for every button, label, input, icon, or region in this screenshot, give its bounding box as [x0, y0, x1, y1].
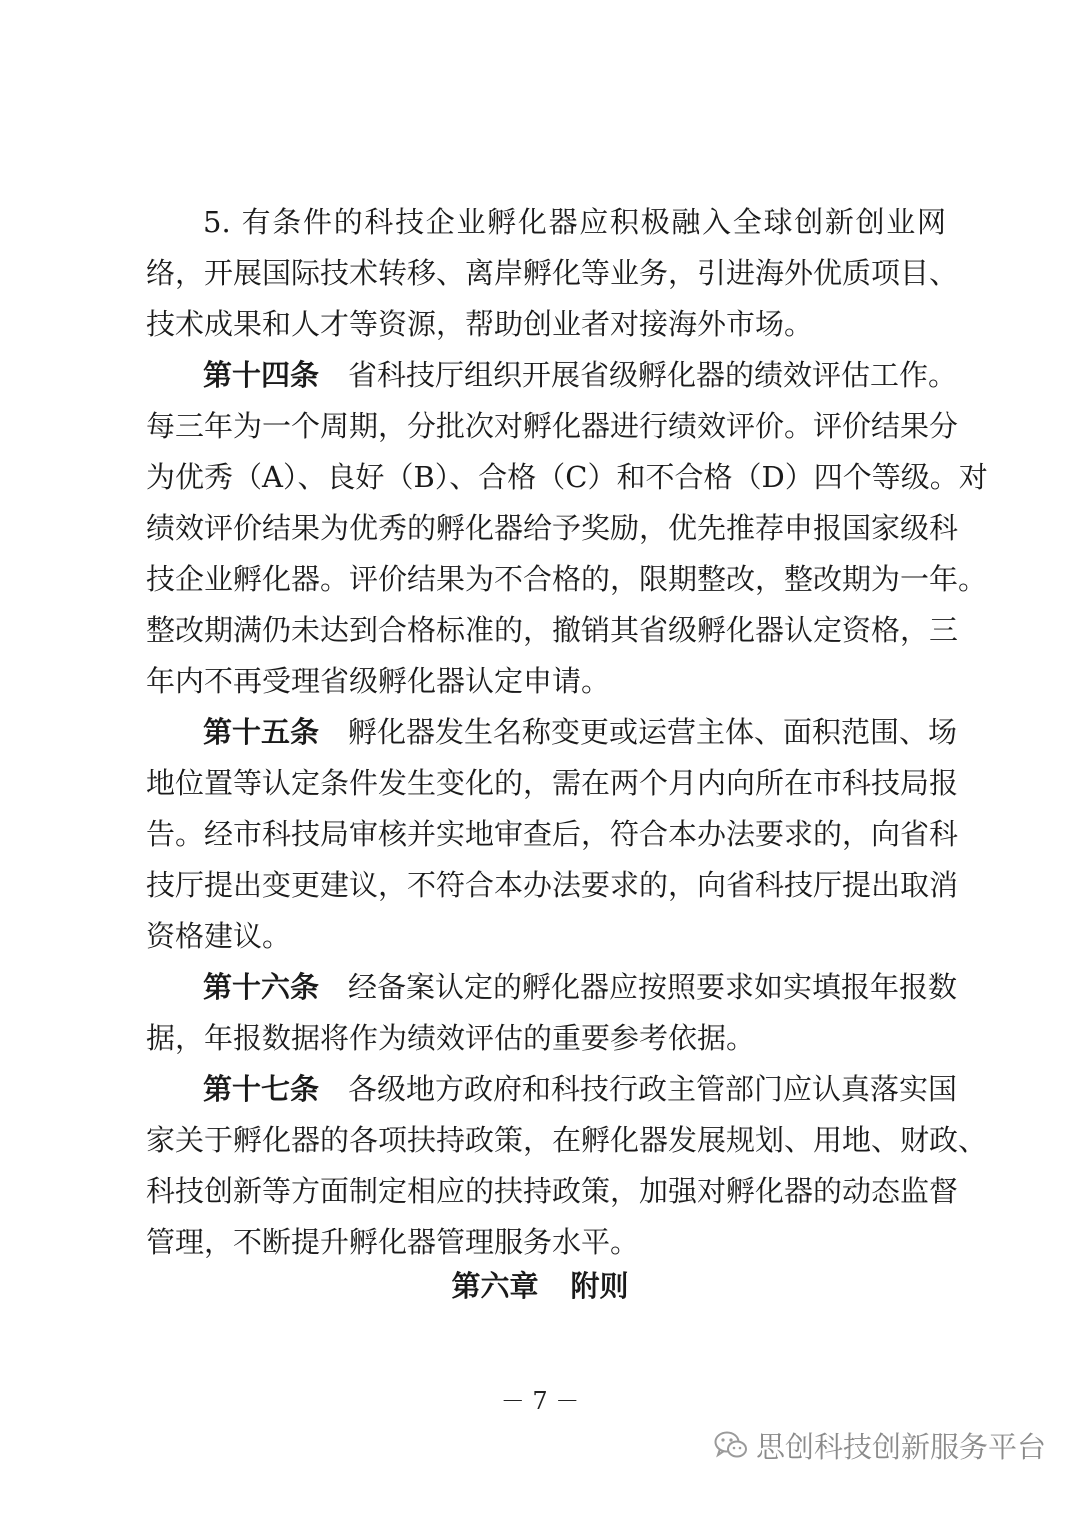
wechat-watermark: [714, 1425, 1046, 1465]
article-15-first-line: [203, 712, 958, 752]
paragraph-line: 年内不再受理省级孵化器认定申请。: [146, 664, 611, 698]
paragraph-line: 技厅提出变更建议，不符合本办法要求的，向省科技厅提出取消: [146, 868, 959, 902]
paragraph-line: 整改期满仍未达到合格标准的，撤销其省级孵化器认定资格，三: [146, 613, 959, 647]
watermark-text: 思创科技创新服务平台: [755, 1429, 1046, 1464]
chapter-number: 第六章: [451, 1269, 539, 1303]
paragraph-line: 据，年报数据将作为绩效评估的重要参考依据。: [146, 1021, 756, 1055]
article-17-heading: 第十七条: [203, 1072, 320, 1106]
paragraph-text: 孵化器发生名称变更或运营主体、面积范围、场: [348, 715, 958, 749]
paragraph-line: 技企业孵化器。评价结果为不合格的，限期整改，整改期为一年。: [146, 562, 988, 596]
paragraph-line: 告。经市科技局审核并实地审查后，符合本办法要求的，向省科: [146, 817, 959, 851]
paragraph-line: 资格建议。: [146, 919, 292, 953]
article-14-first-line: [203, 355, 958, 395]
paragraph-text: 省科技厅组织开展省级孵化器的绩效评估工作。: [348, 358, 958, 392]
paragraph-line: 地位置等认定条件发生变化的，需在两个月内向所在市科技局报: [146, 766, 959, 800]
paragraph-line: 家关于孵化器的各项扶持政策，在孵化器发展规划、用地、财政、: [146, 1123, 988, 1157]
paragraph-line: 每三年为一个周期，分批次对孵化器进行绩效评价。评价结果分: [146, 409, 959, 443]
paragraph-line: 科技创新等方面制定相应的扶持政策，加强对孵化器的动态监督: [146, 1174, 959, 1208]
paragraph-line: 绩效评价结果为优秀的孵化器给予奖励，优先推荐申报国家级科: [146, 511, 959, 545]
wechat-icon: [714, 1430, 748, 1460]
paragraph-line: 5. 有条件的科技企业孵化器应积极融入全球创新创业网: [203, 205, 946, 239]
article-16-heading: 第十六条: [203, 970, 320, 1004]
paragraph-line: 络，开展国际技术转移、离岸孵化等业务，引进海外优质项目、: [146, 256, 959, 290]
paragraph-text: 经备案认定的孵化器应按照要求如实填报年报数: [348, 970, 958, 1004]
paragraph-text: 各级地方政府和科技行政主管部门应认真落实国: [348, 1072, 958, 1106]
page-number: － 7 －: [500, 1387, 580, 1415]
article-16-first-line: [203, 967, 958, 1007]
paragraph-line: 技术成果和人才等资源，帮助创业者对接海外市场。: [146, 307, 814, 341]
article-14-heading: 第十四条: [203, 358, 320, 392]
chapter-title: 附则: [570, 1269, 629, 1303]
chapter-heading: [0, 1266, 1080, 1306]
paragraph-line: 管理，不断提升孵化器管理服务水平。: [146, 1225, 640, 1259]
article-15-heading: 第十五条: [203, 715, 320, 749]
paragraph-line: 为优秀（A）、良好（B）、合格（C）和不合格（D）四个等级。对: [146, 460, 988, 494]
article-17-first-line: [203, 1069, 958, 1109]
